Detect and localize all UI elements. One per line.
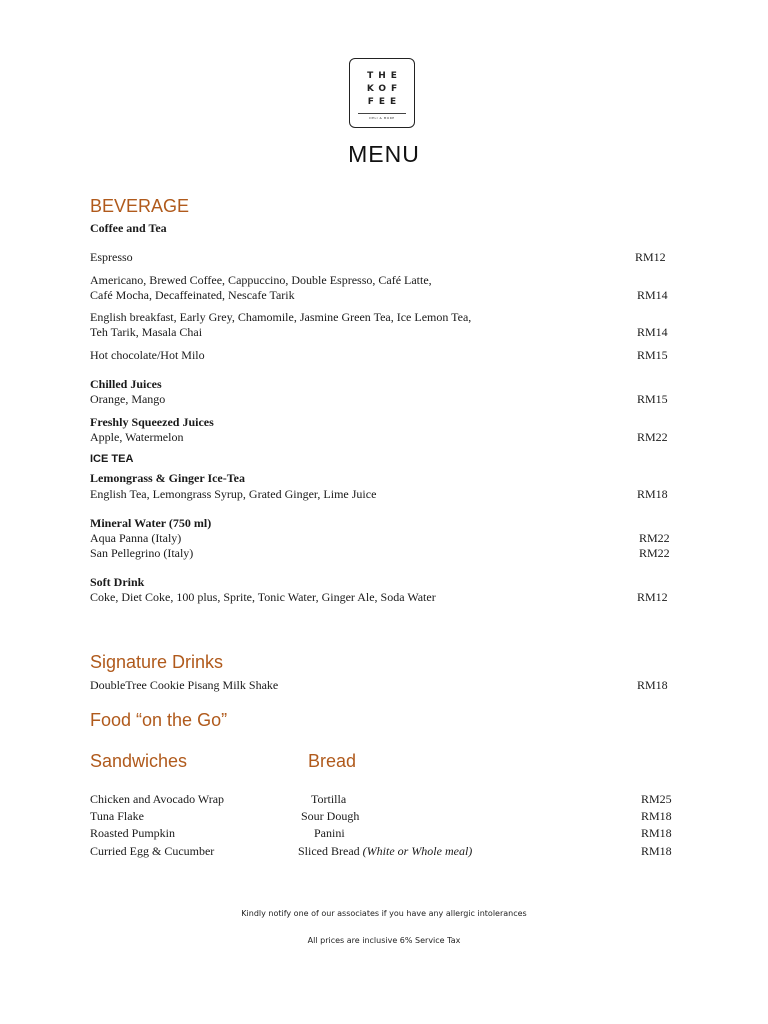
sandwich-item-1: Chicken and Avocado Wrap <box>90 792 225 806</box>
price-soft-drink: RM12 <box>637 590 668 604</box>
sandwich-item-4: Curried Egg & Cucumber <box>90 844 215 858</box>
menu-item-coffee-line-2: Café Mocha, Decaffeinated, Nescafe Tarik <box>90 288 295 302</box>
fresh-juices-title: Freshly Squeezed Juices <box>90 415 214 429</box>
coffee-tea-title: Coffee and Tea <box>90 221 167 235</box>
price-espresso: RM12 <box>635 250 666 264</box>
logo-line-2: KOF <box>366 84 403 94</box>
mineral-water-aqua-panna: Aqua Panna (Italy) <box>90 531 182 545</box>
signature-drinks-heading: Signature Drinks <box>90 652 224 672</box>
menu-title: MENU <box>348 141 420 167</box>
allergy-notice: Kindly notify one of our associates if you have any allergic intolerances <box>241 909 527 918</box>
sandwich-item-2: Tuna Flake <box>90 809 144 823</box>
price-san-pellegrino: RM22 <box>639 546 670 560</box>
chilled-juices-title: Chilled Juices <box>90 377 162 391</box>
food-heading: Food “on the Go” <box>90 710 228 730</box>
logo-divider <box>358 113 406 114</box>
menu-item-tea-line-2: Teh Tarik, Masala Chai <box>90 325 203 339</box>
bread-heading: Bread <box>308 751 357 771</box>
logo-line-1: THE <box>367 71 402 81</box>
menu-item-hot-chocolate: Hot chocolate/Hot Milo <box>90 348 205 362</box>
bread-item-1: Tortilla <box>311 792 347 806</box>
mineral-water-title: Mineral Water (750 ml) <box>90 516 212 530</box>
bread-item-4-note: (White or Whole meal) <box>362 844 473 858</box>
price-food-3: RM18 <box>641 826 672 840</box>
brand-logo <box>349 58 415 128</box>
ice-tea-label: ICE TEA <box>90 453 134 465</box>
price-food-1: RM25 <box>641 792 672 806</box>
soft-drink-title: Soft Drink <box>90 575 145 589</box>
price-signature-drink: RM18 <box>637 678 668 692</box>
price-tea: RM14 <box>637 325 668 339</box>
price-hot-chocolate: RM15 <box>637 348 668 362</box>
bread-item-3: Panini <box>314 826 345 840</box>
sandwiches-heading: Sandwiches <box>90 751 188 771</box>
price-fresh-juices: RM22 <box>637 430 668 444</box>
menu-item-coffee-line-1: Americano, Brewed Coffee, Cappuccino, Double Espresso, Café Latte, <box>90 273 432 287</box>
price-aqua-panna: RM22 <box>639 531 670 545</box>
fresh-juices-desc: Apple, Watermelon <box>90 430 184 444</box>
price-food-2: RM18 <box>641 809 672 823</box>
chilled-juices-desc: Orange, Mango <box>90 392 166 406</box>
ice-tea-title: Lemongrass & Ginger Ice-Tea <box>90 471 245 485</box>
bread-item-2: Sour Dough <box>301 809 360 823</box>
bread-item-4 <box>298 844 472 859</box>
price-food-4: RM18 <box>641 844 672 858</box>
soft-drink-desc: Coke, Diet Coke, 100 plus, Sprite, Tonic Water, Ginger Ale, Soda Water <box>90 590 436 604</box>
price-ice-tea: RM18 <box>637 487 668 501</box>
ice-tea-desc: English Tea, Lemongrass Syrup, Grated Ginger, Lime Juice <box>90 487 377 501</box>
tax-notice: All prices are inclusive 6% Service Tax <box>307 936 461 945</box>
mineral-water-san-pellegrino: San Pellegrino (Italy) <box>90 546 194 560</box>
signature-drink-item: DoubleTree Cookie Pisang Milk Shake <box>90 678 279 692</box>
logo-tagline: DELI & MORE <box>369 116 395 120</box>
menu-item-tea-line-1: English breakfast, Early Grey, Chamomile, Jasmine Green Tea, Ice Lemon Tea, <box>90 310 472 324</box>
menu-item-espresso: Espresso <box>90 250 133 264</box>
bread-item-4-name: Sliced Bread <box>298 844 360 858</box>
beverage-heading: BEVERAGE <box>90 196 190 216</box>
price-chilled-juices: RM15 <box>637 392 668 406</box>
logo-line-3: FEE <box>367 97 402 107</box>
price-coffee: RM14 <box>637 288 668 302</box>
sandwich-item-3: Roasted Pumpkin <box>90 826 176 840</box>
